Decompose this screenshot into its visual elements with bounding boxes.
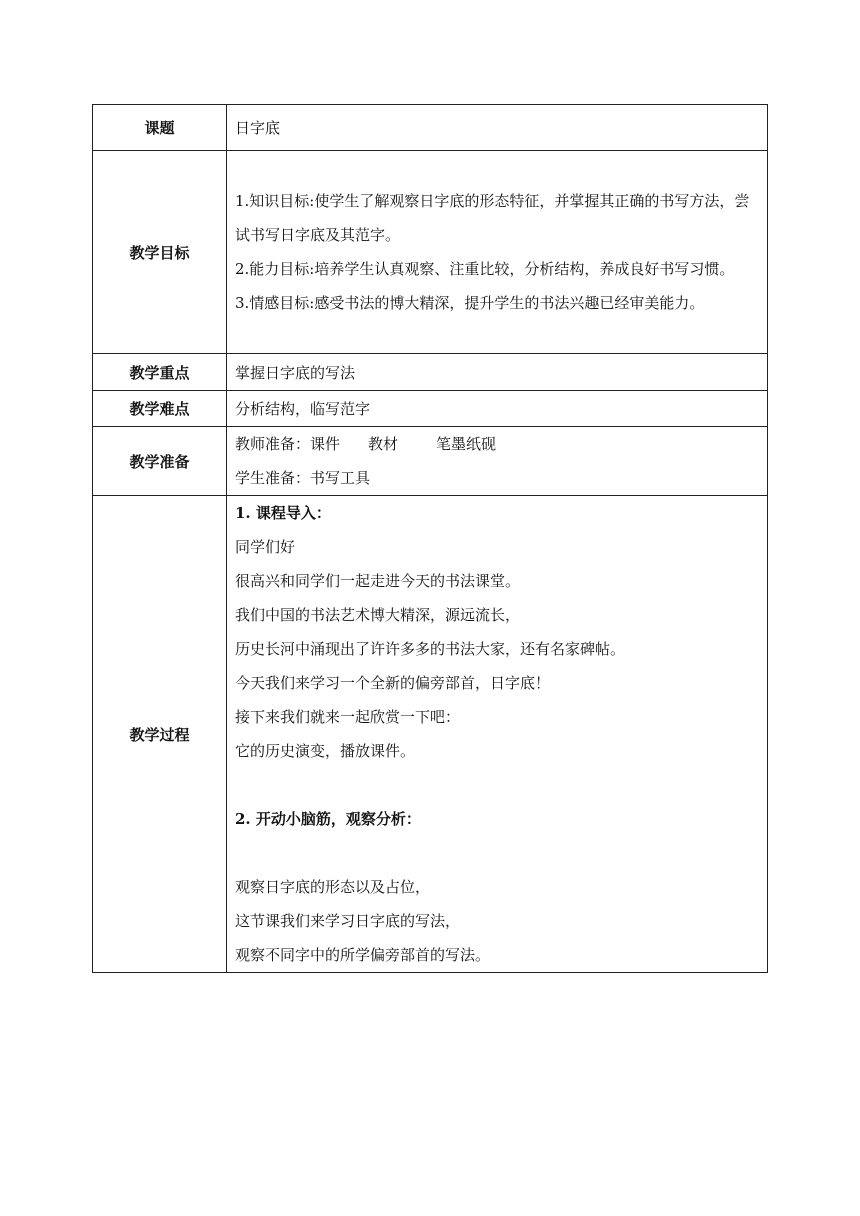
teacher-prefix: 教师准备： xyxy=(235,435,311,453)
teacher-item-courseware: 课件 xyxy=(310,435,341,453)
process-line: 同学们好 xyxy=(235,538,296,556)
key-point-value: 掌握日字底的写法 xyxy=(227,354,768,391)
process-line: 观察日字底的形态以及占位， xyxy=(235,878,431,896)
preparation-label: 教学准备 xyxy=(93,427,227,496)
key-point-label: 教学重点 xyxy=(93,354,227,391)
objective-knowledge: 1.知识目标:使学生了解观察日字底的形态特征，并掌握其正确的书写方法，尝试书写日字底及其范字。 xyxy=(235,192,750,244)
preparation-row xyxy=(93,427,768,496)
process-line: 观察不同字中的所学偏旁部首的写法。 xyxy=(235,946,491,964)
teacher-preparation xyxy=(235,427,761,461)
difficulty-label: 教学难点 xyxy=(93,391,227,427)
student-preparation: 学生准备：书写工具 xyxy=(235,469,371,487)
process-label: 教学过程 xyxy=(93,496,227,973)
topic-label: 课题 xyxy=(93,105,227,151)
key-point-row xyxy=(93,354,768,391)
topic-value: 日字底 xyxy=(227,105,768,151)
process-line: 历史长河中涌现出了许许多多的书法大家，还有名家碑帖。 xyxy=(235,640,626,658)
topic-row xyxy=(93,105,768,151)
difficulty-row xyxy=(93,391,768,427)
lesson-plan-table xyxy=(92,104,768,973)
process-row xyxy=(93,496,768,973)
objectives-label: 教学目标 xyxy=(93,151,227,354)
process-line: 我们中国的书法艺术博大精深，源远流长， xyxy=(235,606,521,624)
section2-title: 2. 开动小脑筋，观察分析： xyxy=(235,810,421,828)
objective-emotion: 3.情感目标:感受书法的博大精深，提升学生的书法兴趣已经审美能力。 xyxy=(235,294,705,312)
process-line: 这节课我们来学习日字底的写法， xyxy=(235,912,461,930)
objectives-cell xyxy=(227,151,768,354)
process-line: 今天我们来学习一个全新的偏旁部首，日字底！ xyxy=(235,674,551,692)
process-cell xyxy=(227,496,768,973)
process-line: 接下来我们就来一起欣赏一下吧： xyxy=(235,708,461,726)
objectives-row xyxy=(93,151,768,354)
process-line: 很高兴和同学们一起走进今天的书法课堂。 xyxy=(235,572,521,590)
section1-title: 1. 课程导入： xyxy=(235,504,331,522)
objective-ability: 2.能力目标:培养学生认真观察、注重比较，分析结构，养成良好书写习惯。 xyxy=(235,260,735,278)
process-line: 它的历史演变，播放课件。 xyxy=(235,742,416,760)
teacher-item-textbook: 教材 xyxy=(368,435,399,453)
teacher-item-brush-ink: 笔墨纸砚 xyxy=(436,435,497,453)
difficulty-value: 分析结构，临写范字 xyxy=(227,391,768,427)
preparation-cell xyxy=(227,427,768,496)
